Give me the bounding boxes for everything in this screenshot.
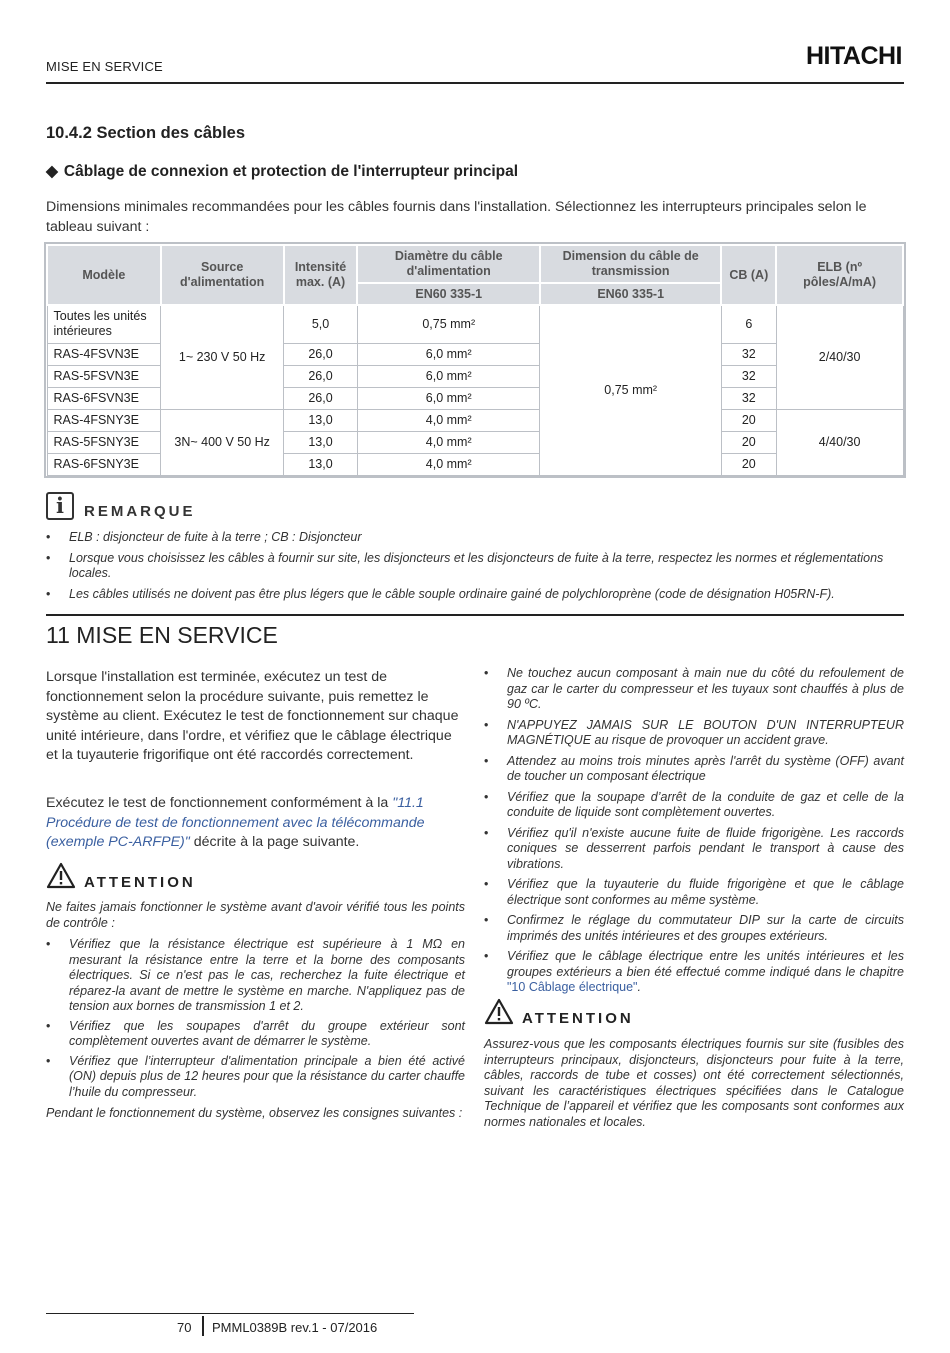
wiring-chapter-link[interactable]: "10 Câblage électrique" — [507, 980, 638, 994]
subsection-title-text: Câblage de connexion et protection de l'interrupteur principal — [63, 163, 519, 180]
header-transmission-cable: Dimension du câble de transmission — [540, 245, 721, 283]
attention-title: ATTENTION — [84, 874, 196, 891]
footer-separator — [202, 1316, 204, 1336]
cell-power-cable: 4,0 mm² — [357, 453, 539, 475]
cell-model: RAS-6FSVN3E — [47, 387, 161, 409]
cell-elb: 2/40/30 — [776, 305, 903, 409]
list-item-text: Vérifiez que le câblage électrique entre les unités intérieures et les groupes extérieurs a bien été effectué comme indiqué dans le chapitre — [507, 949, 904, 979]
list-item: • Vérifiez que la tuyauterie du fluide frigorigène et que le câblage électrique sont conformes au même système. — [484, 877, 904, 908]
header-model: Modèle — [47, 245, 161, 305]
warning-icon — [484, 998, 514, 1025]
cell-source: 1~ 230 V 50 Hz — [161, 305, 284, 409]
cell-elb: 4/40/30 — [776, 409, 903, 475]
cell-intensity: 5,0 — [284, 305, 358, 343]
list-item: • Ne touchez aucun composant à main nue du côté du refoulement de gaz car le carter du compresseur et les tuyaux sont chauffés à plus de 90 ºC. — [484, 666, 904, 713]
cell-source: 3N~ 400 V 50 Hz — [161, 409, 284, 475]
header-elb: ELB (nº pôles/A/mA) — [776, 245, 903, 305]
header-source: Source d'alimentation — [161, 245, 284, 305]
cell-power-cable: 6,0 mm² — [357, 343, 539, 365]
procedure-link[interactable]: "11.1 Procédure de test de fonctionnement avec la télécommande (exemple PC-ARFPE)" — [46, 795, 425, 850]
warning-icon — [46, 862, 76, 889]
intro-paragraph: Dimensions minimales recommandées pour les câbles fournis dans l'installation. Sélectionnez les interrupteurs principales selon le tableau suivant : — [46, 199, 867, 235]
list-item: • Lorsque vous choisissez les câbles à fournir sur site, les disjoncteurs et les disjoncteurs de fuite à la terre, respectez les normes et réglementations locales. — [46, 551, 904, 582]
chapter-paragraph: Lorsque l'installation est terminée, exécutez un test de fonctionnement selon la procédure suivante, puis remettez le système au client. Exécutez le test de fonctionnement sur chaque unité intérieure, dans l'ordre, et vérifiez que le câblage électrique et la tuyauterie frigorifique ont été raccordés correctement. — [46, 669, 459, 763]
remark-title: REMARQUE — [84, 503, 196, 520]
cell-cb: 32 — [721, 343, 776, 365]
cell-cb: 32 — [721, 387, 776, 409]
cell-cb: 20 — [721, 453, 776, 475]
cell-cb: 6 — [721, 305, 776, 343]
cell-model: RAS-4FSNY3E — [47, 409, 161, 431]
list-item: • Les câbles utilisés ne doivent pas être plus légers que le câble souple ordinaire gainé de polychloroprène (code de désignation H05RN-F). — [46, 587, 904, 603]
list-item-text: . — [637, 980, 641, 994]
list-item: • ELB : disjoncteur de fuite à la terre ; CB : Disjoncteur — [46, 530, 904, 546]
cell-power-cable: 0,75 mm² — [357, 305, 539, 343]
cell-model: RAS-5FSNY3E — [47, 431, 161, 453]
cable-table — [46, 244, 904, 476]
cell-power-cable: 4,0 mm² — [357, 409, 539, 431]
cell-model: RAS-4FSVN3E — [47, 343, 161, 365]
page-number: 70 — [177, 1320, 192, 1335]
cell-power-cable: 6,0 mm² — [357, 387, 539, 409]
list-item: • Vérifiez que la soupape d’arrêt de la conduite de gaz et celle de la conduite de liquide sont complètement ouvertes. — [484, 790, 904, 821]
chapter-divider — [46, 614, 904, 616]
cell-intensity: 26,0 — [284, 365, 358, 387]
remark-list — [46, 530, 904, 607]
list-item: • Vérifiez que l’interrupteur d'alimentation principale a bien été activé (ON) depuis plus de 12 heures pour que la résistance du carter chauffe l’huile du compresseur. — [46, 1054, 465, 1101]
cell-model: Toutes les unités intérieures — [47, 305, 161, 343]
header-transmission-standard: EN60 335-1 — [540, 283, 721, 305]
list-item: • Vérifiez qu'il n'existe aucune fuite de fluide frigorigène. Les raccords coniques se desserrent parfois pendant le transport à cause des vibrations. — [484, 826, 904, 873]
attention-text: Assurez-vous que les composants électriques fournis sur site (fusibles des interrupteurs principaux, disjoncteurs, disjoncteurs pour fuite à la terre, câbles, raccords de tube et cosses) ont été correctement sélectionnés, suivant les caractéristiques électriques spécifiées dans le Catalogue Technique de l’appareil et vérifiez que les composants sont conformes aux normes nationales et locales. — [484, 1037, 904, 1129]
header-cb: CB (A) — [721, 245, 776, 305]
table-row — [47, 409, 903, 431]
chapter-title: 11 MISE EN SERVICE — [46, 622, 278, 648]
info-icon: i — [46, 492, 74, 520]
cell-cb: 20 — [721, 409, 776, 431]
cell-power-cable: 6,0 mm² — [357, 365, 539, 387]
document-reference: PMML0389B rev.1 - 07/2016 — [212, 1320, 378, 1335]
paragraph-text: Exécutez le test de fonctionnement conformément à la — [46, 795, 393, 811]
table-row — [47, 305, 903, 343]
cell-cb: 20 — [721, 431, 776, 453]
header-power-standard: EN60 335-1 — [357, 283, 539, 305]
cell-cb: 32 — [721, 365, 776, 387]
header-intensity: Intensité max. (A) — [284, 245, 358, 305]
diamond-bullet-icon: ◆ — [46, 163, 58, 180]
cell-intensity: 26,0 — [284, 387, 358, 409]
operation-list — [484, 666, 904, 1001]
attention-tail: Pendant le fonctionnement du système, observez les consignes suivantes : — [46, 1106, 463, 1120]
footer-divider — [46, 1313, 414, 1314]
list-item — [484, 949, 904, 996]
cell-intensity: 13,0 — [284, 453, 358, 475]
cell-transmission: 0,75 mm² — [540, 305, 721, 475]
chapter-paragraph-2 — [46, 794, 466, 853]
cell-power-cable: 4,0 mm² — [357, 431, 539, 453]
header-divider — [46, 82, 904, 84]
cell-model: RAS-6FSNY3E — [47, 453, 161, 475]
list-item: • Attendez au moins trois minutes après l'arrêt du système (OFF) avant de toucher un composant électrique — [484, 754, 904, 785]
cell-intensity: 26,0 — [284, 343, 358, 365]
header-power-cable: Diamètre du câble d'alimentation — [357, 245, 539, 283]
list-item: • Confirmez le réglage du commutateur DIP sur la carte de circuits imprimés des unités intérieures et des groupes extérieurs. — [484, 913, 904, 944]
attention-title: ATTENTION — [522, 1010, 634, 1027]
brand-logo: HITACHI — [805, 42, 902, 70]
cell-intensity: 13,0 — [284, 409, 358, 431]
list-item: • Vérifiez que la résistance électrique est supérieure à 1 MΩ en mesurant la résistance entre la terre et la borne des composants électriques. Si ce n'est pas le cas, recherchez la fuite électrique et réparez-la avant de mettre le système en marche. N'appliquez pas de tension aux bornes de transmission 1 et 2. — [46, 937, 465, 1015]
header-section-label: MISE EN SERVICE — [46, 59, 163, 74]
list-item: • N'APPUYEZ JAMAIS SUR LE BOUTON D'UN INTERRUPTEUR MAGNÉTIQUE au risque de provoquer un accident grave. — [484, 718, 904, 749]
section-title: 10.4.2 Section des câbles — [46, 124, 246, 142]
cell-model: RAS-5FSVN3E — [47, 365, 161, 387]
cell-intensity: 13,0 — [284, 431, 358, 453]
attention-list — [46, 937, 465, 1104]
subsection-title — [46, 162, 518, 181]
list-item: • Vérifiez que les soupapes d'arrêt du groupe extérieur sont complètement ouvertes avant de démarrer le système. — [46, 1019, 465, 1050]
paragraph-text: décrite à la page suivante. — [189, 834, 360, 850]
attention-lead: Ne faites jamais fonctionner le système avant d'avoir vérifié tous les points de contrôle : — [46, 900, 465, 930]
